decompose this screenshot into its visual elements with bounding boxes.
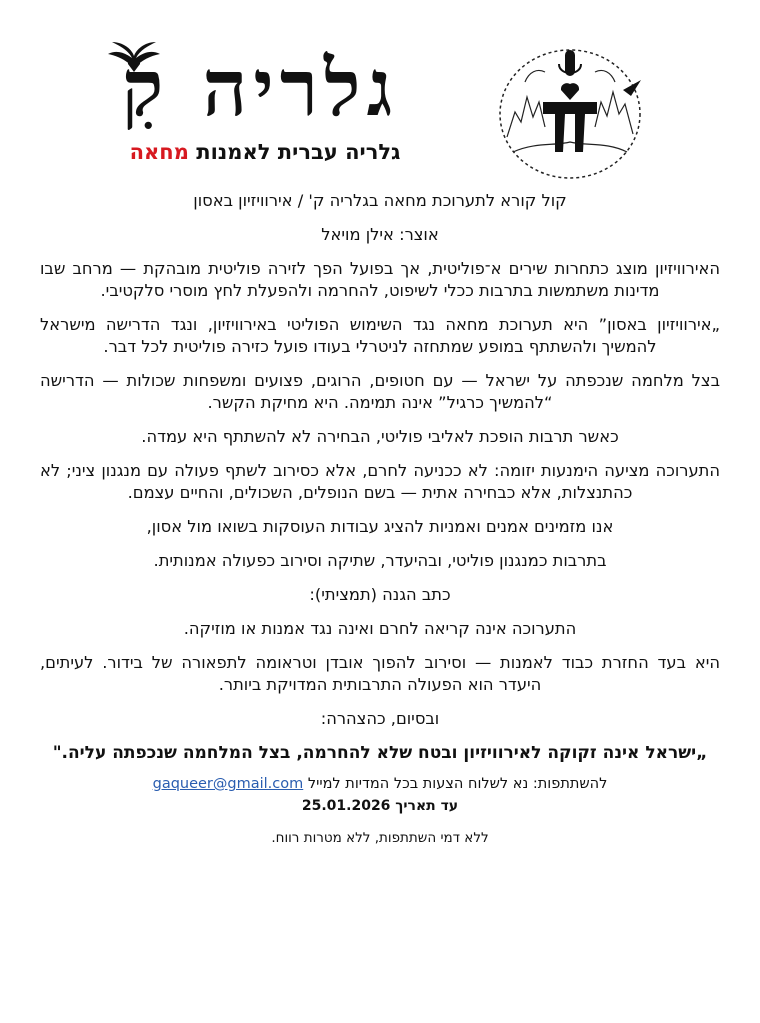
paragraph-4: כאשר תרבות הופכת לאליבי פוליטי, הבחירה לא להשתתף היא עמדה. xyxy=(141,427,619,446)
gallery-logo-title: גלריה קִ xyxy=(121,43,399,134)
subtitle-main: גלריה עברית לאמנות xyxy=(196,140,401,164)
footer-note: ללא דמי השתתפות, ללא מטרות רווח. xyxy=(271,830,489,846)
paragraph-2: „אירוויזיון באסון” היא תערוכת מחאה נגד השימוש הפוליטי באירוויזיון, ונגד הדרישה מישראל להמשיך ולהשתתף במופע שמתחזה לניטרלי בעודו פועל כזירה פוליטית לכל דבר. xyxy=(40,315,720,356)
defense-title: כתב הגנה (תמציתי): xyxy=(309,585,451,604)
paragraph-5: התערוכה מציעה הימנעות יזומה: לא ככניעה לחרם, אלא כסירוב לשתף פעולה עם מנגנון ציני; לא כהתנצלות, אלא כבחירה אתית — בשם הנופלים, השכולים, והחיים עצמם. xyxy=(40,461,720,502)
curator: אוצר: אילן מויאל xyxy=(321,225,439,244)
closing-statement: „ישראל אינה זקוקה לאירוויזיון ובטח שלא להחרמה, בצל המלחמה שנכפתה עליה." xyxy=(52,743,708,763)
paragraph-1: האירוויזיון מוצג כתחרות שירים א־פוליטית, אך בפועל הפך לזירה פוליטית מובהקת — מרחב שבו מדינות משתמשות בתרבות ככלי לשיפוט, להחרמה ולהפעלת לחץ מוסרי סלקטיבי. xyxy=(40,259,720,300)
paragraph-3: בצל מלחמה שנכפתה על ישראל — עם חטופים, הרוגים, פצועים ומשפחות שכולות — הדרישה “להמשיך כרגיל” אינה תמימה. היא מחיקת הקשר. xyxy=(40,371,720,412)
paragraph-6: אנו מזמינים אמנים ואמניות להציג עבודות העוסקות בשואו מול אסון, xyxy=(146,517,614,536)
deadline: עד תאריך 25.01.2026 xyxy=(301,798,459,814)
subtitle-accent: מחאה xyxy=(129,140,189,164)
heading: קול קורא לתערוכת מחאה בגלריה ק' / אירוויזיון באסון xyxy=(193,191,567,210)
contact-line xyxy=(40,776,720,792)
email-link[interactable]: gaqueer@gmail.com xyxy=(152,776,304,792)
paragraph-9: התערוכה אינה קריאה לחרם ואינה נגד אמנות או מוזיקה. xyxy=(183,619,577,638)
contact-label: להשתתפות: נא לשלוח הצעות בכל המדיות למייל xyxy=(307,776,608,792)
paragraph-7: בתרבות כמנגנון פוליטי, ובהיעדר, שתיקה וסירוב כפעולה אמנותית. xyxy=(153,551,607,570)
paragraph-10: היא בעד החזרת כבוד לאמנות — וסירוב להפוך אובדן וטראומה לתפאורה של בידור. לעיתים, היעדר הוא הפעולה התרבותית המדויקת ביותר. xyxy=(40,653,720,694)
document-body xyxy=(40,190,720,846)
gallery-emblem-icon xyxy=(495,42,645,182)
closing-intro: ובסיום, כהצהרה: xyxy=(320,709,440,728)
header xyxy=(0,0,760,185)
gallery-subtitle xyxy=(100,140,430,164)
